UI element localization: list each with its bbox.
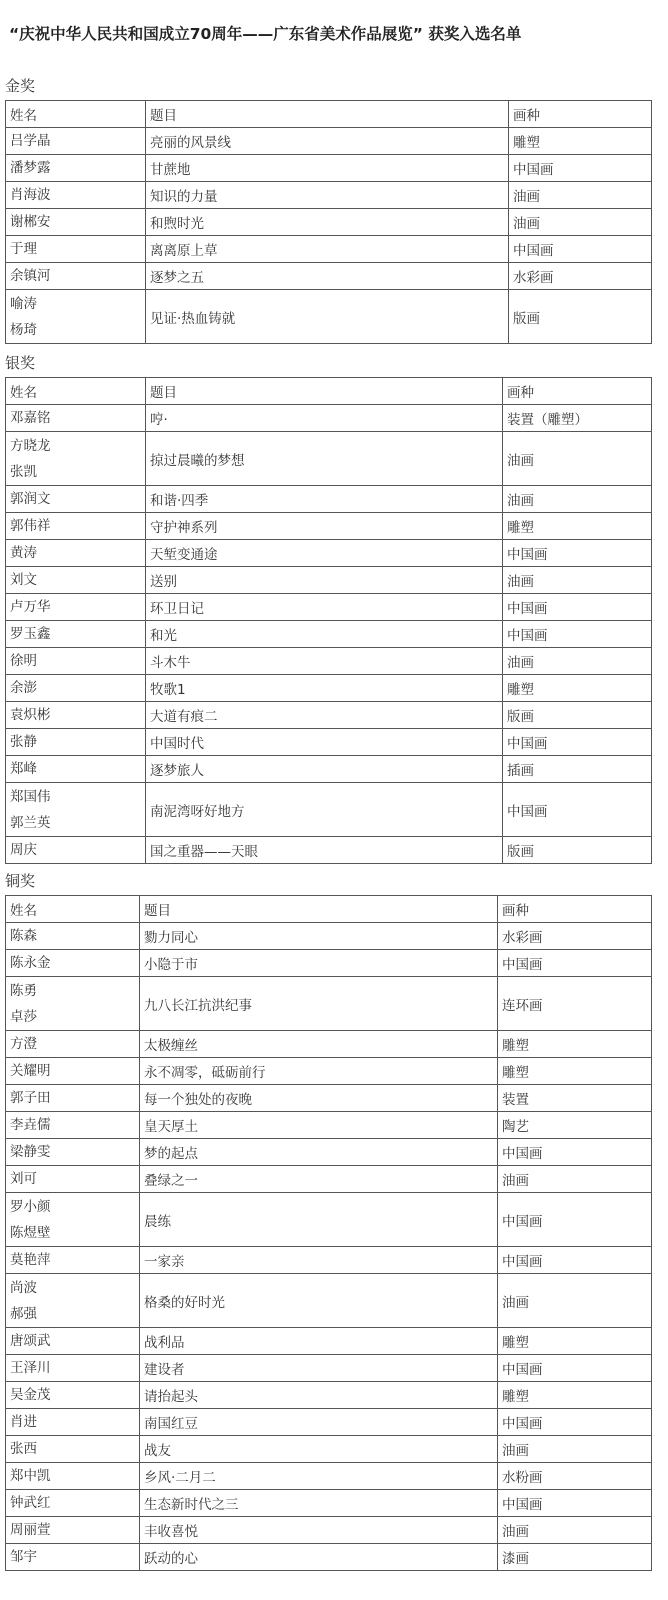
artist-name-cell: [6, 1382, 140, 1409]
table-row: [6, 405, 652, 432]
artist-name-cell: [6, 1247, 140, 1274]
art-genre-cell: 雕塑: [498, 1031, 652, 1058]
artwork-title-cell: 亮丽的风景线: [146, 128, 509, 155]
gold-award-heading: 金奖: [5, 77, 36, 95]
artist-name: 郑国伟: [10, 788, 51, 805]
gold-award-table: [5, 100, 652, 344]
artwork-title-cell: 哼·: [146, 405, 503, 432]
art-genre-cell: 中国画: [503, 594, 652, 621]
artist-name-cell: [6, 648, 146, 675]
artwork-title-cell: 丰收喜悦: [140, 1517, 498, 1544]
table-row: [6, 513, 652, 540]
column-header-title: 题目: [140, 896, 498, 923]
artist-name: 郭润文: [10, 491, 51, 507]
table-header-row: [6, 378, 652, 405]
table-row: [6, 675, 652, 702]
table-row: [6, 923, 652, 950]
artist-name-cell: [6, 290, 146, 344]
artwork-title-cell: 小隐于市: [140, 950, 498, 977]
table-row: [6, 1112, 652, 1139]
artist-name-cell: [6, 923, 140, 950]
artwork-title-cell: 九八长江抗洪纪事: [140, 977, 498, 1031]
art-genre-cell: 版画: [503, 837, 652, 864]
artist-name: 莫艳萍: [10, 1252, 51, 1268]
artist-name: 陈煜壁: [10, 1224, 51, 1241]
table-row: [6, 1409, 652, 1436]
artwork-title-cell: 格桑的好时光: [140, 1274, 498, 1328]
table-row: [6, 702, 652, 729]
column-header-genre: 画种: [503, 378, 652, 405]
table-row: [6, 1436, 652, 1463]
artist-name: 袁炽彬: [10, 707, 51, 723]
table-row: [6, 1328, 652, 1355]
artwork-title-cell: 守护神系列: [146, 513, 503, 540]
table-row: [6, 1247, 652, 1274]
artwork-title-cell: 战友: [140, 1436, 498, 1463]
artist-name: 郑峰: [10, 761, 37, 777]
artist-name-cell: [6, 1085, 140, 1112]
art-genre-cell: 油画: [503, 567, 652, 594]
artist-name-cell: [6, 837, 146, 864]
table-row: [6, 209, 652, 236]
art-genre-cell: 水彩画: [509, 263, 652, 290]
artist-name: 李垚儒: [10, 1117, 51, 1133]
table-row: [6, 783, 652, 837]
table-row: [6, 182, 652, 209]
artwork-title-cell: 建设者: [140, 1355, 498, 1382]
artist-name: 卢万华: [10, 599, 51, 615]
artist-name-cell: [6, 209, 146, 236]
artist-name: 罗小颜: [10, 1198, 51, 1215]
artist-name-cell: [6, 1436, 140, 1463]
art-genre-cell: 油画: [503, 486, 652, 513]
table-row: [6, 1463, 652, 1490]
table-row: [6, 128, 652, 155]
artist-name: 吴金茂: [10, 1387, 51, 1403]
art-genre-cell: 中国画: [503, 621, 652, 648]
art-genre-cell: 雕塑: [503, 513, 652, 540]
art-genre-cell: 雕塑: [503, 675, 652, 702]
artist-name-cell: [6, 1031, 140, 1058]
artist-name: 徐明: [10, 653, 37, 669]
bronze-award-table: [5, 895, 652, 1571]
table-row: [6, 1031, 652, 1058]
art-genre-cell: 装置: [498, 1085, 652, 1112]
table-row: [6, 977, 652, 1031]
art-genre-cell: 中国画: [498, 1193, 652, 1247]
artist-name: 罗玉鑫: [10, 626, 51, 642]
artist-name: 谢郴安: [10, 214, 51, 230]
artwork-title-cell: 掠过晨曦的梦想: [146, 432, 503, 486]
table-row: [6, 594, 652, 621]
artist-name: 张凯: [10, 463, 37, 480]
artist-name-cell: [6, 729, 146, 756]
artist-name: 郝强: [10, 1305, 37, 1322]
bronze-award-heading: 铜奖: [5, 872, 36, 890]
silver-award-table: [5, 377, 652, 864]
artist-name: 潘梦露: [10, 160, 51, 176]
table-row: [6, 540, 652, 567]
art-genre-cell: 雕塑: [498, 1382, 652, 1409]
artwork-title-cell: 跃动的心: [140, 1544, 498, 1571]
artist-name-cell: [6, 540, 146, 567]
artist-name-cell: [6, 1409, 140, 1436]
table-row: [6, 1058, 652, 1085]
artist-name: 尚波: [10, 1279, 37, 1296]
art-genre-cell: 油画: [498, 1166, 652, 1193]
table-header-row: [6, 101, 652, 128]
column-header-name: 姓名: [6, 896, 140, 923]
artist-name-cell: [6, 1166, 140, 1193]
table-row: [6, 1382, 652, 1409]
artist-name: 余镇河: [10, 268, 51, 284]
artist-name: 卓莎: [10, 1008, 37, 1025]
art-genre-cell: 中国画: [498, 1409, 652, 1436]
artist-name-cell: [6, 977, 140, 1031]
artwork-title-cell: 知识的力量: [146, 182, 509, 209]
artwork-title-cell: 南国红豆: [140, 1409, 498, 1436]
artist-name: 陈永金: [10, 955, 51, 971]
artist-name-cell: [6, 675, 146, 702]
artwork-title-cell: 太极缠丝: [140, 1031, 498, 1058]
table-row: [6, 263, 652, 290]
artwork-title-cell: 逐梦之五: [146, 263, 509, 290]
artist-name-cell: [6, 513, 146, 540]
column-header-genre: 画种: [509, 101, 652, 128]
artist-name: 关耀明: [10, 1063, 51, 1079]
table-row: [6, 1166, 652, 1193]
art-genre-cell: 油画: [509, 182, 652, 209]
art-genre-cell: 装置（雕塑）: [503, 405, 652, 432]
artist-name-cell: [6, 1139, 140, 1166]
art-genre-cell: 油画: [509, 209, 652, 236]
table-row: [6, 729, 652, 756]
column-header-genre: 画种: [498, 896, 652, 923]
artist-name: 邹宇: [10, 1549, 37, 1565]
table-row: [6, 648, 652, 675]
artist-name-cell: [6, 263, 146, 290]
artist-name: 周庆: [10, 842, 37, 858]
artist-name-cell: [6, 155, 146, 182]
artist-name-cell: [6, 1112, 140, 1139]
artist-name: 杨琦: [10, 321, 37, 338]
artist-name: 刘文: [10, 572, 37, 588]
table-row: [6, 837, 652, 864]
artwork-title-cell: 勠力同心: [140, 923, 498, 950]
artwork-title-cell: 牧歌1: [146, 675, 503, 702]
artist-name-cell: [6, 182, 146, 209]
art-genre-cell: 中国画: [498, 1490, 652, 1517]
art-genre-cell: 雕塑: [498, 1328, 652, 1355]
artist-name-cell: [6, 405, 146, 432]
artist-name-cell: [6, 1517, 140, 1544]
silver-award-heading: 银奖: [5, 354, 36, 372]
artist-name: 陈森: [10, 928, 37, 944]
table-row: [6, 950, 652, 977]
artwork-title-cell: 送别: [146, 567, 503, 594]
artwork-title-cell: 永不凋零，砥砺前行: [140, 1058, 498, 1085]
artist-name-cell: [6, 1058, 140, 1085]
art-genre-cell: 油画: [498, 1517, 652, 1544]
artist-name: 黄涛: [10, 545, 37, 561]
art-genre-cell: 连环画: [498, 977, 652, 1031]
art-genre-cell: 中国画: [498, 1247, 652, 1274]
artist-name-cell: [6, 1328, 140, 1355]
artist-name: 王泽川: [10, 1360, 51, 1376]
artist-name-cell: [6, 432, 146, 486]
artist-name: 郭兰英: [10, 814, 51, 831]
art-genre-cell: 漆画: [498, 1544, 652, 1571]
art-genre-cell: 中国画: [503, 540, 652, 567]
artwork-title-cell: 战利品: [140, 1328, 498, 1355]
artist-name-cell: [6, 621, 146, 648]
art-genre-cell: 中国画: [509, 236, 652, 263]
table-row: [6, 621, 652, 648]
artwork-title-cell: 和谐·四季: [146, 486, 503, 513]
artist-name: 张静: [10, 734, 37, 750]
art-genre-cell: 中国画: [509, 155, 652, 182]
art-genre-cell: 油画: [503, 648, 652, 675]
artist-name-cell: [6, 1544, 140, 1571]
artwork-title-cell: 请抬起头: [140, 1382, 498, 1409]
artwork-title-cell: 国之重器——天眼: [146, 837, 503, 864]
table-row: [6, 1193, 652, 1247]
artist-name: 肖海波: [10, 187, 51, 203]
art-genre-cell: 油画: [503, 432, 652, 486]
artist-name: 于理: [10, 241, 37, 257]
column-header-name: 姓名: [6, 101, 146, 128]
artist-name-cell: [6, 567, 146, 594]
page-title: “庆祝中华人民共和国成立70周年——广东省美术作品展览” 获奖入选名单: [9, 25, 522, 43]
artist-name: 郭伟祥: [10, 518, 51, 534]
artwork-title-cell: 和煦时光: [146, 209, 509, 236]
art-genre-cell: 中国画: [503, 729, 652, 756]
art-genre-cell: 陶艺: [498, 1112, 652, 1139]
artist-name-cell: [6, 236, 146, 263]
artist-name-cell: [6, 128, 146, 155]
column-header-title: 题目: [146, 101, 509, 128]
artwork-title-cell: 斗木牛: [146, 648, 503, 675]
table-row: [6, 486, 652, 513]
artwork-title-cell: 和光: [146, 621, 503, 648]
art-genre-cell: 雕塑: [509, 128, 652, 155]
artwork-title-cell: 乡风·二月二: [140, 1463, 498, 1490]
table-row: [6, 155, 652, 182]
table-row: [6, 1544, 652, 1571]
art-genre-cell: 中国画: [503, 783, 652, 837]
artwork-title-cell: 梦的起点: [140, 1139, 498, 1166]
art-genre-cell: 中国画: [498, 950, 652, 977]
table-row: [6, 1085, 652, 1112]
table-row: [6, 1139, 652, 1166]
table-row: [6, 432, 652, 486]
artist-name: 方晓龙: [10, 437, 51, 454]
artwork-title-cell: 大道有痕二: [146, 702, 503, 729]
table-row: [6, 567, 652, 594]
artist-name: 梁静雯: [10, 1144, 51, 1160]
artist-name-cell: [6, 486, 146, 513]
art-genre-cell: 油画: [498, 1436, 652, 1463]
artist-name: 周丽萱: [10, 1522, 51, 1538]
artist-name: 邓嘉铭: [10, 410, 51, 426]
artist-name: 吕学晶: [10, 133, 51, 149]
artist-name: 钟武红: [10, 1495, 51, 1511]
artwork-title-cell: 皇天厚土: [140, 1112, 498, 1139]
artist-name: 方澄: [10, 1036, 37, 1052]
artist-name: 喻涛: [10, 295, 37, 312]
artist-name: 郭子田: [10, 1090, 51, 1106]
artist-name: 唐颂武: [10, 1333, 51, 1349]
artist-name-cell: [6, 1193, 140, 1247]
art-genre-cell: 油画: [498, 1274, 652, 1328]
table-row: [6, 1274, 652, 1328]
artist-name-cell: [6, 1355, 140, 1382]
artist-name-cell: [6, 756, 146, 783]
artist-name: 肖进: [10, 1414, 37, 1430]
artwork-title-cell: 叠绿之一: [140, 1166, 498, 1193]
artist-name-cell: [6, 950, 140, 977]
artwork-title-cell: 每一个独处的夜晚: [140, 1085, 498, 1112]
table-row: [6, 290, 652, 344]
artist-name-cell: [6, 1490, 140, 1517]
table-header-row: [6, 896, 652, 923]
artist-name-cell: [6, 702, 146, 729]
art-genre-cell: 水粉画: [498, 1463, 652, 1490]
artist-name: 张西: [10, 1441, 37, 1457]
artist-name-cell: [6, 594, 146, 621]
table-row: [6, 1490, 652, 1517]
artwork-title-cell: 一家亲: [140, 1247, 498, 1274]
artist-name-cell: [6, 1463, 140, 1490]
artwork-title-cell: 中国时代: [146, 729, 503, 756]
table-row: [6, 236, 652, 263]
artist-name-cell: [6, 1274, 140, 1328]
column-header-name: 姓名: [6, 378, 146, 405]
artist-name-cell: [6, 783, 146, 837]
art-genre-cell: 雕塑: [498, 1058, 652, 1085]
artwork-title-cell: 甘蔗地: [146, 155, 509, 182]
artwork-title-cell: 天堑变通途: [146, 540, 503, 567]
artwork-title-cell: 南泥湾呀好地方: [146, 783, 503, 837]
art-genre-cell: 中国画: [498, 1355, 652, 1382]
art-genre-cell: 版画: [503, 702, 652, 729]
column-header-title: 题目: [146, 378, 503, 405]
artwork-title-cell: 生态新时代之三: [140, 1490, 498, 1517]
art-genre-cell: 插画: [503, 756, 652, 783]
artwork-title-cell: 离离原上草: [146, 236, 509, 263]
artwork-title-cell: 见证·热血铸就: [146, 290, 509, 344]
artwork-title-cell: 晨练: [140, 1193, 498, 1247]
artist-name: 陈勇: [10, 982, 37, 999]
artwork-title-cell: 环卫日记: [146, 594, 503, 621]
artist-name: 刘可: [10, 1171, 37, 1187]
art-genre-cell: 水彩画: [498, 923, 652, 950]
art-genre-cell: 中国画: [498, 1139, 652, 1166]
table-row: [6, 1517, 652, 1544]
table-row: [6, 756, 652, 783]
artwork-title-cell: 逐梦旅人: [146, 756, 503, 783]
artist-name: 余澎: [10, 680, 37, 696]
table-row: [6, 1355, 652, 1382]
artist-name: 郑中凯: [10, 1468, 51, 1484]
art-genre-cell: 版画: [509, 290, 652, 344]
